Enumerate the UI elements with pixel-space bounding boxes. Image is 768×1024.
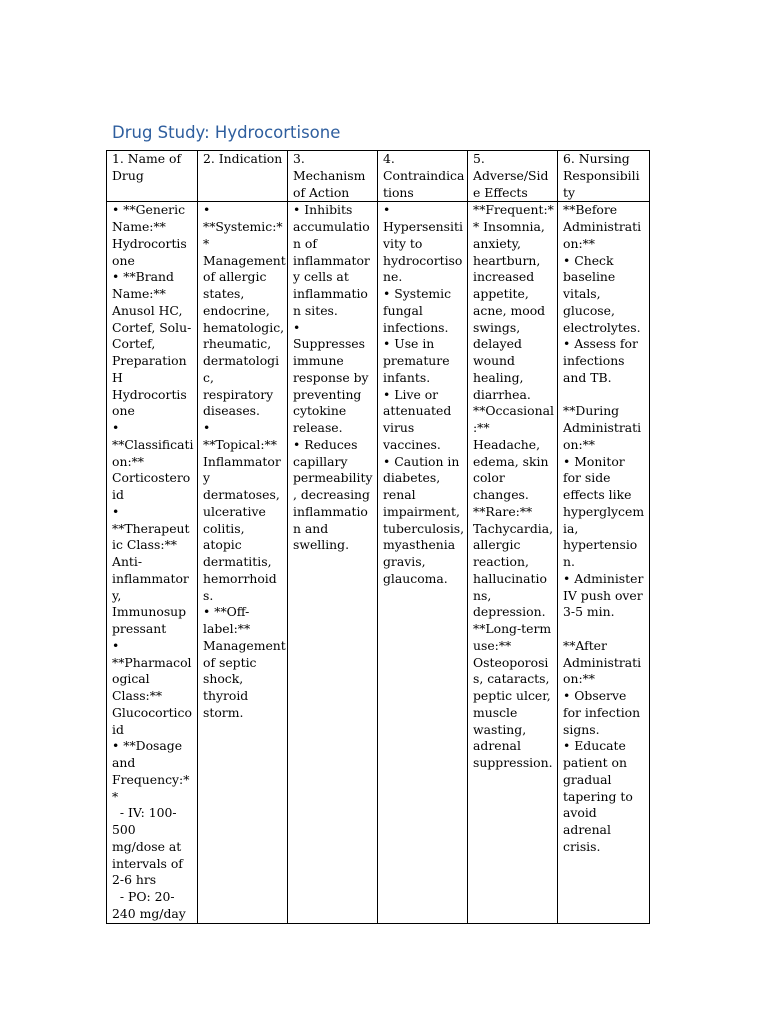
header-cell-mechanism xyxy=(288,151,378,202)
cell-line: thyroid xyxy=(203,688,249,703)
cell-line: one xyxy=(112,403,135,419)
cell-line: use:** xyxy=(473,637,512,653)
cell-line: myasthenia xyxy=(383,537,456,553)
cell-line: Preparation xyxy=(112,353,187,368)
cell-line: c, xyxy=(203,369,214,385)
cell-line: color xyxy=(473,470,505,486)
cell-line: inflammatio xyxy=(293,503,368,519)
cell-line: Administrati xyxy=(563,219,642,234)
cell-line: depression. xyxy=(473,604,546,620)
cell-line: ogical xyxy=(112,671,150,687)
cell-line: hallucinatio xyxy=(473,570,547,586)
cell-line: vaccines. xyxy=(383,436,441,452)
cell-line: Tachycardia, xyxy=(473,520,554,536)
cell-line: • xyxy=(112,420,120,435)
cell-line: :** xyxy=(473,420,490,435)
cell-line: delayed xyxy=(473,336,522,352)
cell-line: 2. Indication xyxy=(203,151,283,166)
cell-line: cytokine xyxy=(293,403,347,419)
cell-line: colitis, xyxy=(203,520,245,536)
cell-line: • Assess for xyxy=(563,336,638,352)
cell-line: s, cataracts, xyxy=(473,671,550,687)
cell-line: **Classificati xyxy=(112,436,194,452)
cell-line: n of xyxy=(293,235,317,251)
cell-line: glaucoma. xyxy=(383,570,448,586)
cell-line: 3. xyxy=(293,151,305,166)
cell-line: 5. xyxy=(473,151,485,166)
cell-line: **Rare:** xyxy=(473,503,533,519)
cell-name-of-drug xyxy=(107,202,198,923)
cell-line: **During xyxy=(563,403,620,419)
cell-line: impairment, xyxy=(383,503,460,519)
cell-line: glucose, xyxy=(563,302,615,318)
cell-indication xyxy=(198,202,288,923)
cell-line: Management xyxy=(203,252,286,268)
cell-line: acne, mood xyxy=(473,302,546,318)
cell-line: of septic xyxy=(203,654,257,670)
cell-line: suppression. xyxy=(473,755,553,770)
cell-line: Cortef, Solu- xyxy=(112,319,192,335)
cell-line: for side xyxy=(563,470,611,486)
cell-line: on:** xyxy=(563,235,596,251)
cell-line: 6. Nursing xyxy=(563,151,630,166)
header-cell-adverse-effects xyxy=(468,151,558,202)
cell-line: tuberculosis, xyxy=(383,520,465,536)
cell-line: * Insomnia, xyxy=(473,219,545,234)
cell-line: vity to xyxy=(383,235,423,251)
cell-line: 1. Name of xyxy=(112,151,182,166)
cell-line: **Frequent:* xyxy=(473,202,554,218)
cell-line: • xyxy=(203,202,211,218)
cell-line: tapering to xyxy=(563,788,633,804)
cell-line: Anti- xyxy=(112,554,143,569)
cell-line: of Action xyxy=(293,184,350,200)
cell-line: hyperglycem xyxy=(563,503,645,519)
cell-line: wasting, xyxy=(473,721,527,737)
cell-line: tions xyxy=(383,184,414,200)
cell-line: 4. xyxy=(383,151,395,166)
cell-line: diseases. xyxy=(203,403,260,419)
cell-line: dermatologi xyxy=(203,353,280,368)
cell-line: appetite, xyxy=(473,286,529,301)
cell-line: infections xyxy=(563,353,625,368)
cell-line: and TB. xyxy=(563,369,612,385)
cell-line: n and xyxy=(293,520,329,536)
cell-line: ty xyxy=(563,184,575,200)
cell-line: **Pharmacol xyxy=(112,654,192,670)
cell-line: one xyxy=(112,252,135,268)
cell-line: Glucocortico xyxy=(112,704,192,720)
cell-line: adrenal xyxy=(563,822,611,837)
cell-nursing-responsibility xyxy=(558,202,650,923)
cell-line: on:** xyxy=(563,436,596,452)
cell-line: y cells at xyxy=(293,269,349,285)
cell-line: signs. xyxy=(563,721,600,737)
cell-line: • Monitor xyxy=(563,453,625,469)
cell-line: Cortef, xyxy=(112,336,156,352)
cell-line: response by xyxy=(293,369,369,385)
cell-line: • Live or xyxy=(383,386,439,402)
cell-mechanism xyxy=(288,202,378,923)
cell-line: Mechanism xyxy=(293,167,366,183)
table-row xyxy=(107,202,650,923)
cell-line: infections. xyxy=(383,319,449,335)
cell-line: for infection xyxy=(563,704,641,720)
cell-line: states, xyxy=(203,286,245,301)
cell-line: • xyxy=(112,637,120,653)
cell-line: - IV: 100- xyxy=(112,805,177,821)
cell-line: • Observe xyxy=(563,688,627,703)
cell-line: on:** xyxy=(563,671,596,687)
cell-line: renal xyxy=(383,487,416,502)
cell-line: peptic ulcer, xyxy=(473,688,551,703)
cell-line: premature xyxy=(383,353,450,368)
cell-line: id xyxy=(112,487,124,502)
header-cell-name-of-drug xyxy=(107,151,198,202)
cell-line: inflammatio xyxy=(293,286,368,301)
cell-line: hypertensio xyxy=(563,537,638,553)
cell-line: effects like xyxy=(563,487,632,502)
cell-line: ne. xyxy=(383,269,403,285)
cell-line: - PO: 20- xyxy=(112,889,175,904)
cell-line: **Systemic:* xyxy=(203,219,283,234)
cell-line: virus xyxy=(383,420,415,435)
cell-line: attenuated xyxy=(383,403,452,419)
cell-line: Class:** xyxy=(112,688,163,703)
cell-line: avoid xyxy=(563,805,597,821)
cell-line: reaction, xyxy=(473,554,529,569)
cell-line: **Before xyxy=(563,202,618,218)
cell-line: permeability xyxy=(293,470,373,486)
header-cell-indication xyxy=(198,151,288,202)
cell-line: Adverse/Sid xyxy=(473,167,549,183)
cell-line: endocrine, xyxy=(203,302,270,318)
cell-line: • Administer xyxy=(563,570,644,586)
cell-line: edema, skin xyxy=(473,453,549,469)
cell-line: • Reduces xyxy=(293,436,358,452)
cell-line xyxy=(563,387,648,404)
cell-line: Drug xyxy=(112,167,144,183)
cell-line: **Long-term xyxy=(473,621,552,636)
cell-line: diarrhea. xyxy=(473,386,531,402)
cell-line: crisis. xyxy=(563,838,601,854)
cell-line: swings, xyxy=(473,319,521,335)
cell-line: anxiety, xyxy=(473,235,521,251)
cell-line: label:** xyxy=(203,621,251,636)
cell-line: e Effects xyxy=(473,184,528,200)
cell-line: **Occasional xyxy=(473,403,554,419)
cell-line: inflammator xyxy=(293,252,370,268)
cell-line: healing, xyxy=(473,369,524,385)
cell-line: on:** xyxy=(112,453,145,469)
cell-line: **Topical:** xyxy=(203,436,277,452)
cell-line: and xyxy=(112,755,136,770)
cell-line: 500 xyxy=(112,822,136,837)
cell-line: Headache, xyxy=(473,436,541,452)
cell-line: wound xyxy=(473,353,515,368)
cell-line: atopic xyxy=(203,537,242,553)
cell-line: accumulatio xyxy=(293,219,370,234)
cell-line: diabetes, xyxy=(383,470,441,486)
cell-line: inflammator xyxy=(112,570,189,586)
cell-line: release. xyxy=(293,420,343,435)
cell-line: Hydrocortis xyxy=(112,235,187,251)
cell-line: Osteoporosi xyxy=(473,654,549,670)
cell-line: **After xyxy=(563,637,607,653)
cell-line: storm. xyxy=(203,704,244,720)
cell-line: s. xyxy=(203,587,214,603)
cell-line: • Suppresses xyxy=(293,319,365,352)
cell-line: hematologic, xyxy=(203,319,285,335)
cell-line: Immunosup xyxy=(112,604,187,620)
cell-line: dermatitis, xyxy=(203,554,272,569)
cell-line: intervals of xyxy=(112,855,183,871)
cell-line xyxy=(563,621,648,638)
cell-line: • Check xyxy=(563,252,614,268)
cell-line: immune xyxy=(293,353,344,368)
cell-line: • Educate xyxy=(563,738,626,754)
cell-line: 240 mg/day xyxy=(112,905,186,921)
cell-line: Hydrocortis xyxy=(112,386,187,402)
cell-contraindications xyxy=(378,202,468,923)
cell-line: hemorrhoid xyxy=(203,570,277,586)
cell-line: Responsibili xyxy=(563,167,640,183)
cell-line: * xyxy=(203,235,210,251)
cell-line: rheumatic, xyxy=(203,336,272,352)
cell-line: adrenal xyxy=(473,738,521,754)
cell-line: respiratory xyxy=(203,386,274,402)
cell-line: of allergic xyxy=(203,269,267,285)
cell-line: pressant xyxy=(112,621,167,636)
cell-line: Name:** xyxy=(112,286,166,301)
header-cell-nursing-responsibility xyxy=(558,151,650,202)
cell-line: Inflammator xyxy=(203,453,281,469)
cell-line: H xyxy=(112,369,123,385)
cell-line: * xyxy=(112,788,119,804)
cell-line: • Caution in xyxy=(383,453,460,469)
cell-line: Frequency:* xyxy=(112,771,190,787)
document-title: Drug Study: Hydrocortisone xyxy=(112,123,341,142)
drug-study-table xyxy=(106,150,650,924)
cell-line: y, xyxy=(112,587,122,603)
cell-line: , decreasing xyxy=(293,487,370,502)
cell-line: infants. xyxy=(383,369,431,385)
cell-line: allergic xyxy=(473,537,521,553)
cell-line: **Therapeut xyxy=(112,520,190,536)
cell-line: n. xyxy=(563,554,575,569)
cell-line: • Inhibits xyxy=(293,202,353,218)
cell-line: • Use in xyxy=(383,336,435,352)
cell-line: hydrocortiso xyxy=(383,252,463,268)
cell-line: dermatoses, xyxy=(203,487,280,502)
cell-line: Administrati xyxy=(563,654,642,670)
cell-line: increased xyxy=(473,269,535,285)
cell-line: swelling. xyxy=(293,537,350,553)
cell-line: muscle xyxy=(473,704,518,720)
cell-line: Name:** xyxy=(112,219,166,234)
cell-line: • **Dosage xyxy=(112,738,183,754)
cell-line: ic Class:** xyxy=(112,537,177,553)
cell-line: Corticostero xyxy=(112,470,191,486)
cell-line: ulcerative xyxy=(203,503,266,519)
cell-line: • xyxy=(383,202,391,218)
cell-line: Hypersensiti xyxy=(383,219,463,234)
cell-line: y xyxy=(203,470,210,486)
cell-line: ia, xyxy=(563,520,579,536)
cell-line: Management xyxy=(203,637,286,653)
cell-adverse-effects xyxy=(468,202,558,923)
cell-line: • xyxy=(203,420,211,435)
cell-line: • Systemic xyxy=(383,286,452,301)
cell-line: fungal xyxy=(383,302,423,318)
cell-line: • **Off- xyxy=(203,604,250,620)
cell-line: electrolytes. xyxy=(563,319,641,335)
cell-line: vitals, xyxy=(563,286,601,301)
cell-line: ns, xyxy=(473,587,492,603)
cell-line: n sites. xyxy=(293,302,338,318)
cell-line: 2-6 hrs xyxy=(112,872,157,888)
cell-line: id xyxy=(112,721,124,737)
cell-line: • **Generic xyxy=(112,202,186,218)
cell-line: baseline xyxy=(563,269,616,285)
cell-line: • **Brand xyxy=(112,269,174,285)
cell-line: gradual xyxy=(563,771,612,787)
cell-line: heartburn, xyxy=(473,252,541,268)
table-header-row xyxy=(107,151,650,202)
cell-line: gravis, xyxy=(383,554,426,569)
cell-line: 3-5 min. xyxy=(563,604,615,620)
cell-line: capillary xyxy=(293,453,348,469)
cell-line: Anusol HC, xyxy=(112,302,183,318)
cell-line: patient on xyxy=(563,755,627,770)
cell-line: Administrati xyxy=(563,420,642,435)
cell-line: shock, xyxy=(203,671,244,687)
cell-line: mg/dose at xyxy=(112,838,182,854)
cell-line: preventing xyxy=(293,386,362,402)
header-cell-contraindications xyxy=(378,151,468,202)
cell-line: changes. xyxy=(473,487,529,502)
cell-line: IV push over xyxy=(563,587,643,603)
cell-line: Contraindica xyxy=(383,167,465,183)
cell-line: • xyxy=(112,503,120,519)
